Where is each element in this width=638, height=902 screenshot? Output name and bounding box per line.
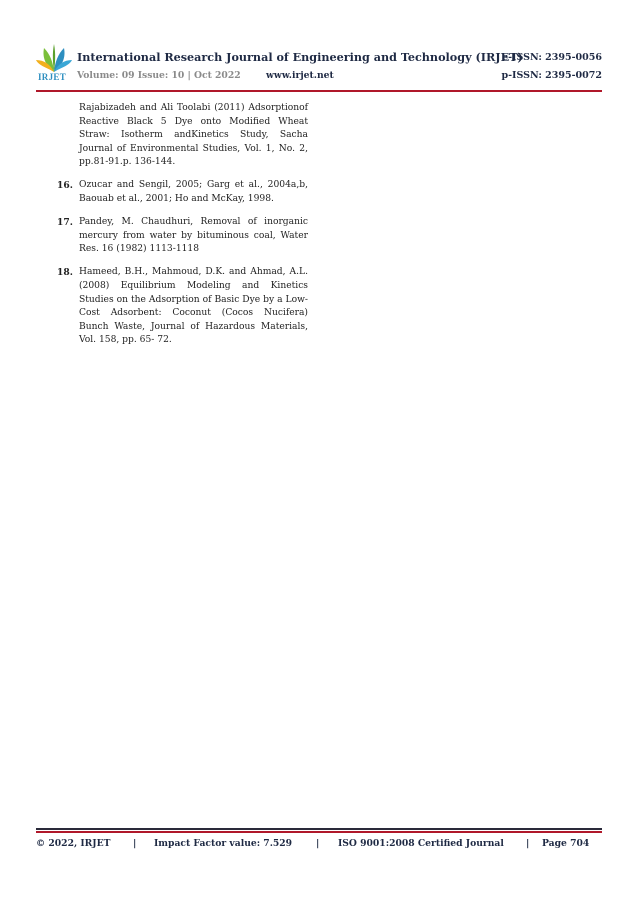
reference-item bbox=[57, 102, 308, 170]
page-header bbox=[36, 44, 602, 86]
leaf-logo-icon bbox=[36, 44, 72, 74]
reference-text: Ozucar and Sengil, 2005; Garg et al., 2004a,b, Baouab et al., 2001; Ho and McKay, 1998. bbox=[79, 180, 308, 205]
footer-page-number: Page 704 bbox=[542, 838, 590, 849]
footer-separator: | bbox=[133, 838, 137, 849]
reference-text: Pandey, M. Chaudhuri, Removal of inorganic mercury from water by bituminous coal, Water Res. 16 (1982) 1113-1118 bbox=[79, 217, 308, 255]
reference-item bbox=[57, 216, 308, 257]
reference-number: 18. bbox=[57, 267, 73, 279]
footer-iso: ISO 9001:2008 Certified Journal bbox=[338, 838, 504, 849]
footer-separator: | bbox=[526, 838, 530, 849]
references-list bbox=[57, 102, 308, 358]
reference-number: 17. bbox=[57, 217, 73, 229]
logo-text: IRJET bbox=[38, 72, 67, 82]
footer-divider-dark bbox=[36, 828, 602, 830]
footer-separator: | bbox=[316, 838, 320, 849]
reference-item bbox=[57, 266, 308, 348]
pissn: p-ISSN: 2395-0072 bbox=[501, 70, 602, 81]
irjet-logo bbox=[36, 44, 72, 84]
volume-issue: Volume: 09 Issue: 10 | Oct 2022 bbox=[77, 70, 241, 81]
reference-number: 16. bbox=[57, 180, 73, 192]
reference-text: Hameed, B.H., Mahmoud, D.K. and Ahmad, A.L. (2008) Equilibrium Modeling and Kinetics Studies on the Adsorption of Basic Dye by a Low-Cost Adsorbent: Coconut (Cocos Nucifera) Bunch Waste, Journal of Hazardous Materials, Vol. 158, pp. 65- 72. bbox=[79, 267, 308, 346]
footer-divider-red bbox=[36, 831, 602, 833]
journal-website-link[interactable]: www.irjet.net bbox=[266, 70, 334, 81]
journal-title: International Research Journal of Engineering and Technology (IRJET) bbox=[77, 50, 523, 64]
eissn: e-ISSN: 2395-0056 bbox=[502, 52, 602, 63]
page-footer bbox=[36, 838, 602, 854]
footer-impact-factor: Impact Factor value: 7.529 bbox=[154, 838, 293, 849]
reference-item bbox=[57, 179, 308, 206]
reference-text: Rajabizadeh and Ali Toolabi (2011) Adsorptionof Reactive Black 5 Dye onto Modified Wheat Straw: Isotherm andKinetics Study, Sacha Journal of Environmental Studies, Vol. 1, No. 2, pp.81-91.p. 136-144. bbox=[79, 103, 308, 168]
footer-copyright: © 2022, IRJET bbox=[36, 838, 111, 849]
header-divider bbox=[36, 90, 602, 92]
